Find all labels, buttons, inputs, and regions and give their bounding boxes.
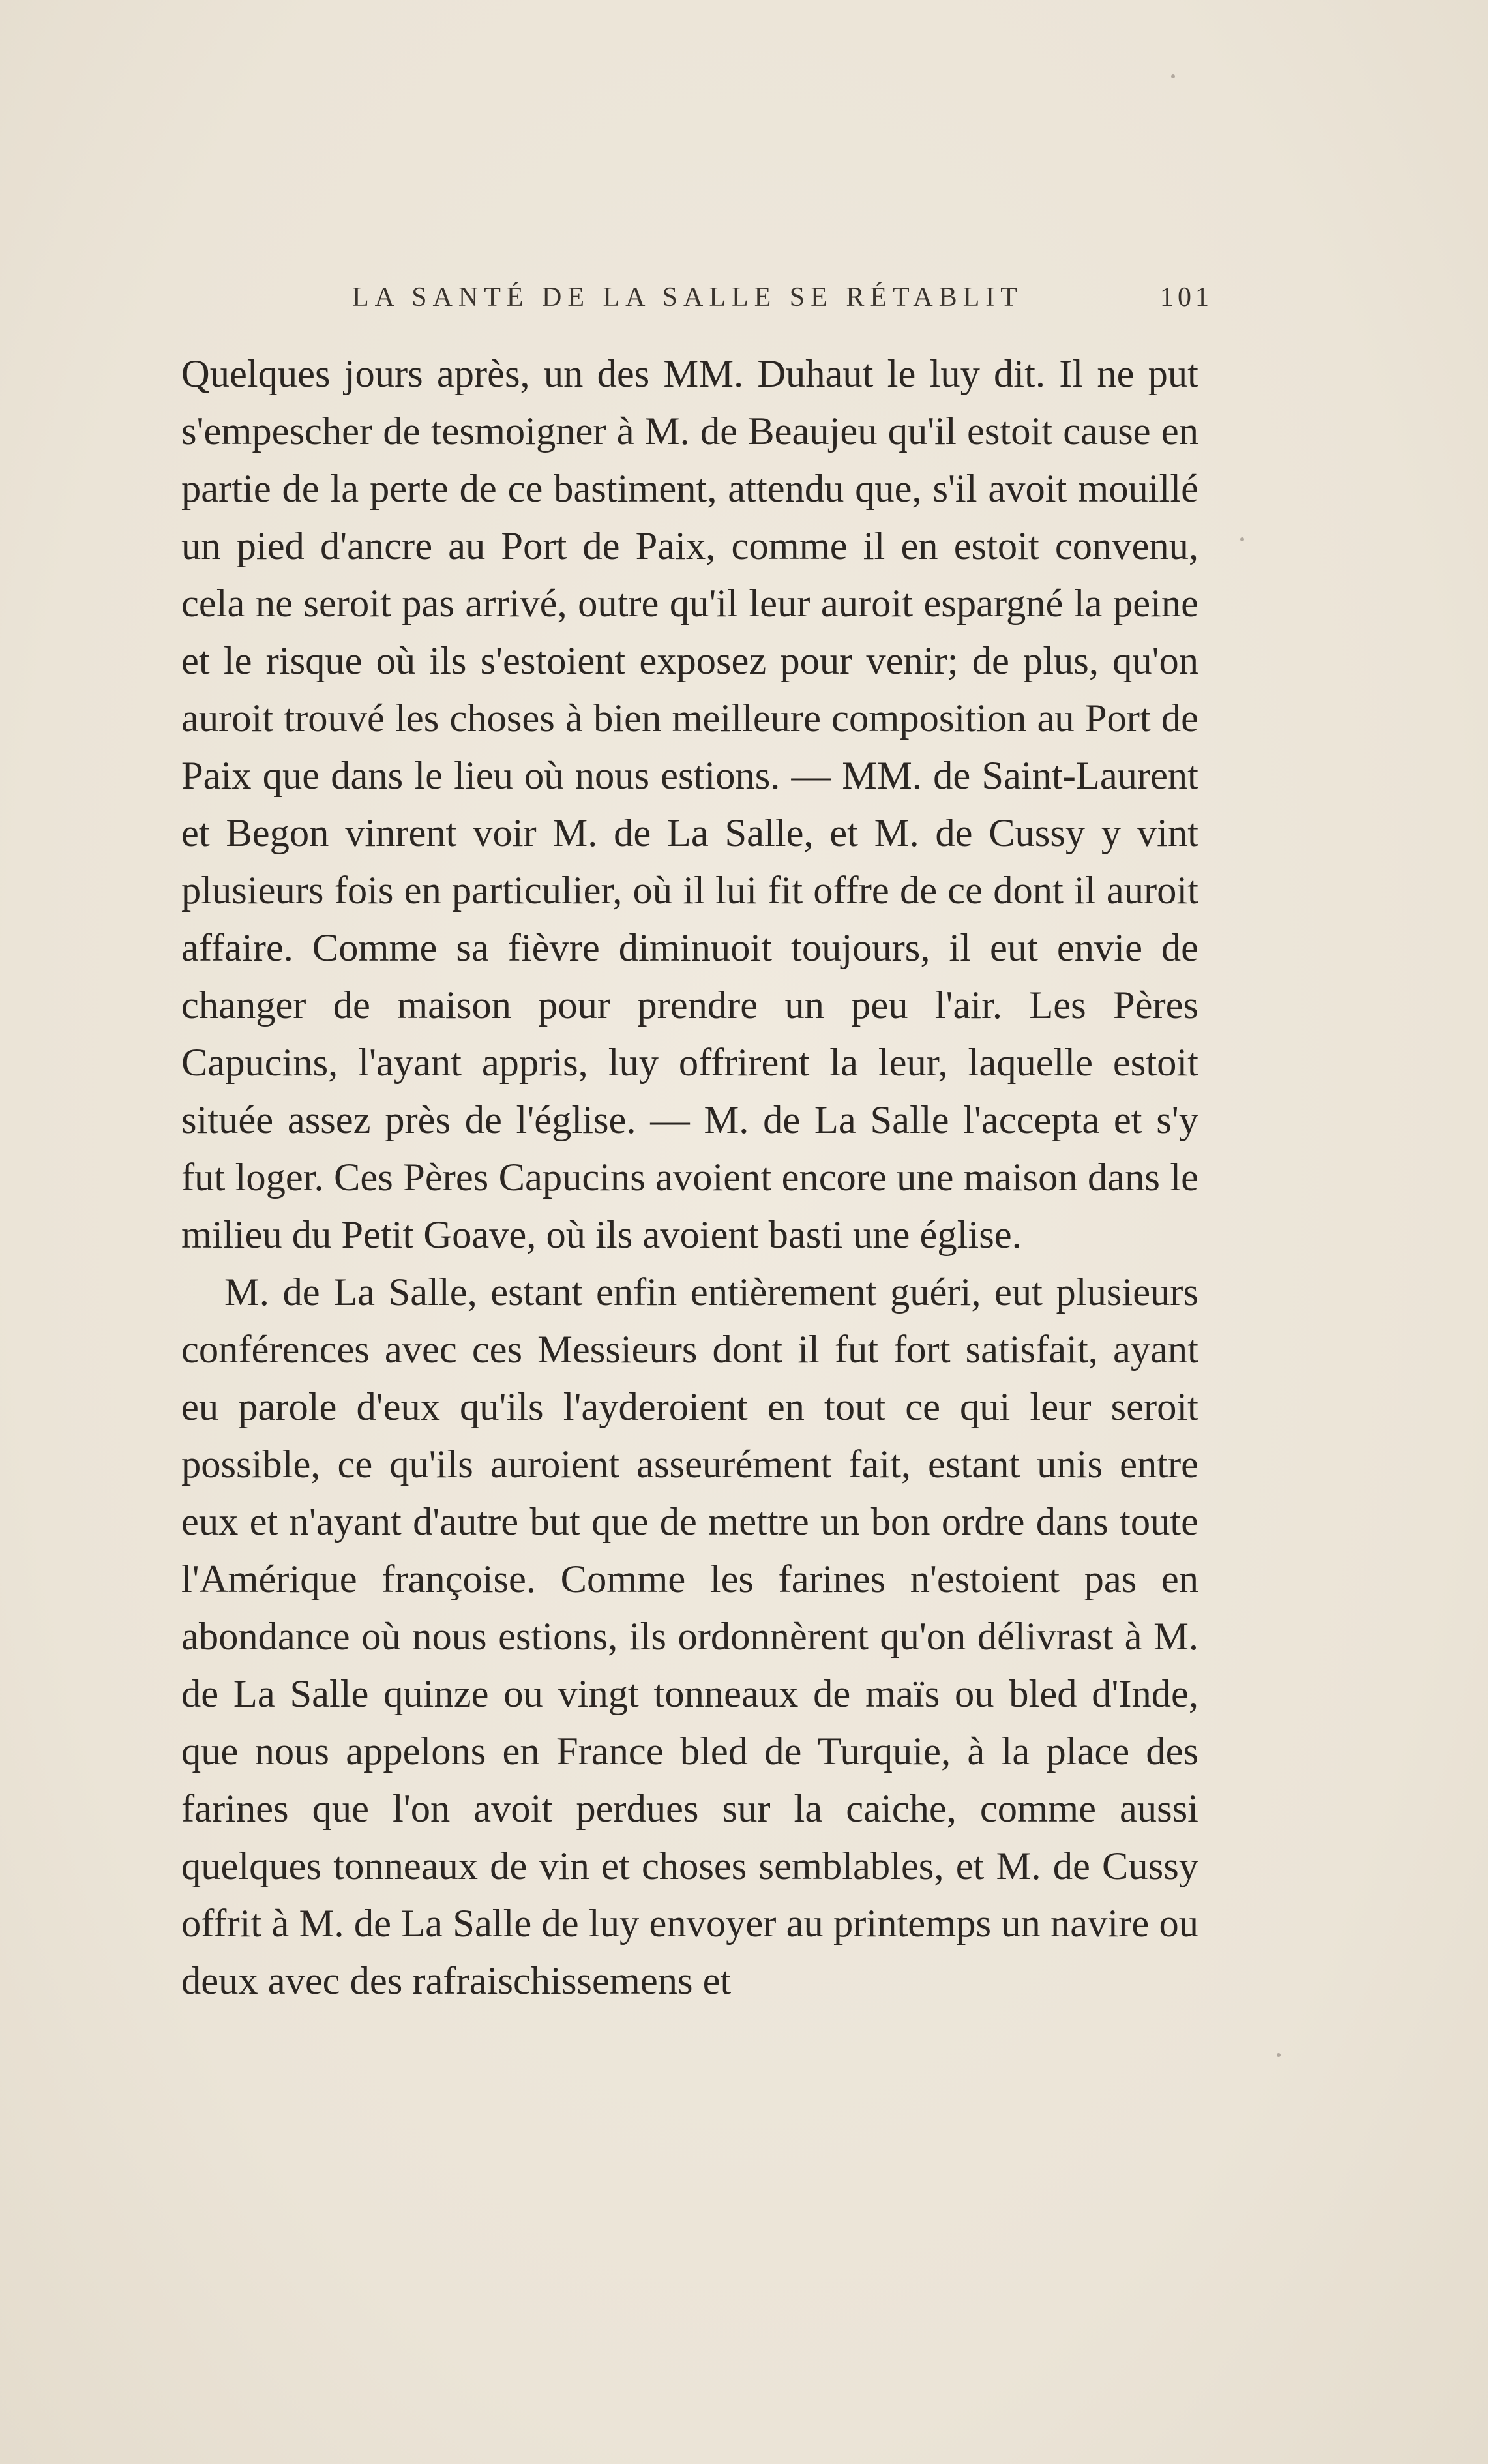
paragraph: Quelques jours après, un des MM. Duhaut le luy dit. Il ne put s'empescher de tesmoigner à M. de Beaujeu qu'il estoit cause en partie de la perte de ce bastiment, attendu que, s'il avoit mouillé un pied d'ancre au Port de Paix, comme il en estoit convenu, cela ne seroit pas arrivé, outre qu'il leur auroit espargné la peine et le risque où ils s'estoient exposez pour venir; de plus, qu'on auroit trouvé les choses à bien meilleure composition au Port de Paix que dans le lieu où nous estions. — MM. de Saint-Laurent et Begon vinrent voir M. de La Salle, et M. de Cussy y vint plusieurs fois en particulier, où il lui fit offre de ce dont il auroit affaire. Comme sa fièvre diminuoit toujours, il eut envie de changer de maison pour prendre un peu l'air. Les Pères Capucins, l'ayant appris, luy offrirent la leur, laquelle estoit située assez près de l'église. — M. de La Salle l'accepta et s'y fut loger. Ces Pères Capucins avoient encore une maison dans le milieu du Petit Goave, où ils avoient basti une église. [181,352,1198,1257]
paper-speck [1277,2053,1281,2057]
page-header [352,282,1213,321]
body-text [181,346,1198,2010]
paragraph: M. de La Salle, estant enfin entièrement guéri, eut plusieurs conférences avec ces Messieurs dont il fut fort satisfait, ayant eu parole d'eux qu'ils l'ayderoient en tout ce qui leur seroit possible, ce qu'ils auroient asseurément fait, estant unis entre eux et n'ayant d'autre but que de mettre un bon ordre dans toute l'Amérique françoise. Comme les farines n'estoient pas en abondance où nous estions, ils ordonnèrent qu'on délivrast à M. de La Salle quinze ou vingt tonneaux de maïs ou bled d'Inde, que nous appelons en France bled de Turquie, à la place des farines que l'on avoit perdues sur la caiche, comme aussi quelques tonneaux de vin et choses semblables, et M. de Cussy offrit à M. de La Salle de luy envoyer au printemps un navire ou deux avec des rafraischissemens et [181,1270,1198,2003]
paper-speck [1171,74,1175,78]
paper-speck [1240,537,1244,541]
page-number: 101 [1160,282,1213,312]
running-title: LA SANTÉ DE LA SALLE SE RÉTABLIT [352,282,1023,312]
